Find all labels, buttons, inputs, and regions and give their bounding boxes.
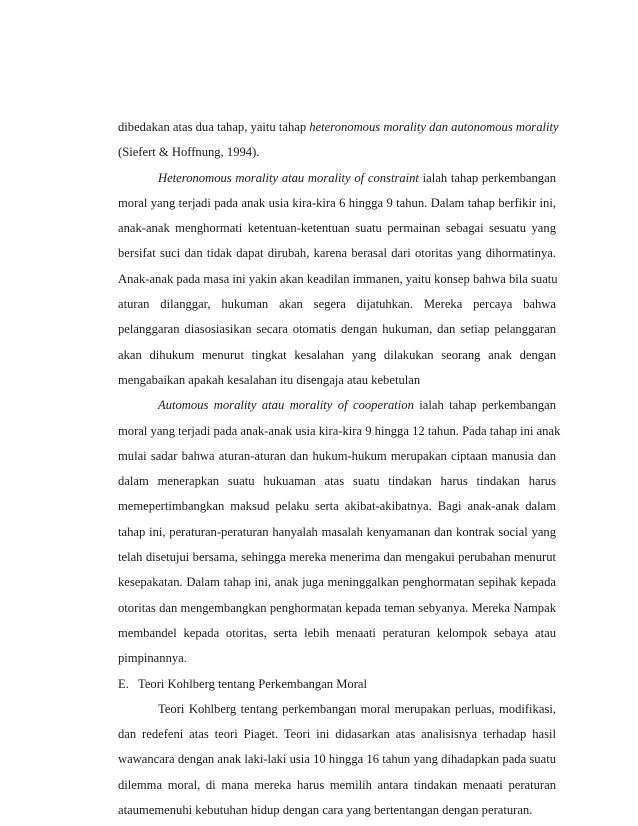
paragraph-3-line-9: otoritas dan mengembangkan penghormatan kepada teman sebyanya. Mereka Nampak (118, 600, 556, 615)
paragraph-2-line-8: akan dihukum menurut tingkat kesalahan yang dilakukan seorang anak dengan (118, 347, 556, 362)
paragraph-3-line-11: pimpinannya. (118, 651, 187, 666)
paragraph-3-line-4: dalam menerapkan suatu hukuaman atas suatu tindakan harus tindakan harus (118, 474, 556, 489)
paragraph-3-line-3: mulai sadar bahwa aturan-aturan dan hukum-hukum merupakan ciptaan manusia dan (118, 448, 556, 463)
section-heading-number: E. (118, 676, 129, 691)
paragraph-2-line-7: pelanggaran diasosiasikan secara otomatis dengan hukuman, dan setiap pelanggaran (118, 322, 556, 337)
paragraph-2-line-6: aturan dilanggar, hukuman akan segera dijatuhkan. Mereka percaya bahwa (118, 297, 556, 312)
paragraph-1-line-1-text: dibedakan atas dua tahap, yaitu tahap (118, 120, 310, 134)
paragraph-3-line-5: memepertimbangkan maksud pelaku serta akibat-akibatnya. Bagi anak-anak dalam (118, 499, 556, 514)
paragraph-3-line-10: membandel kepada otoritas, serta lebih menaati peraturan kelompok sebaya atau (118, 625, 556, 640)
paragraph-1-line-2: (Siefert & Hoffnung, 1994). (118, 145, 260, 160)
section-heading-title: Teori Kohlberg tentang Perkembangan Moral (138, 676, 368, 691)
paragraph-1-line-1 (118, 115, 559, 140)
paragraph-3-italic-term: Automous morality atau morality of cooperation (158, 398, 414, 413)
paragraph-2-italic-term: Heteronomous morality atau morality of constraint (158, 170, 419, 185)
paragraph-3-line-1 (118, 393, 556, 418)
paragraph-3-line-2: moral yang terjadi pada anak-anak usia kira-kira 9 hingga 12 tahun. Pada tahap ini anak (118, 423, 561, 438)
paragraph-2-line-5: Anak-anak pada masa ini yakin akan keadilan immanen, yaitu konsep bahwa bila suatu (118, 271, 558, 286)
paragraph-2-line-1 (118, 166, 556, 191)
paragraph-3-line-8: kesepakatan. Dalam tahap ini, anak juga meninggalkan penghormatan sepihak kepada (118, 575, 556, 590)
paragraph-4-line-5: ataumemenuhi kebutuhan hidup dengan cara yang bertentangan dengan peraturan. (118, 803, 533, 818)
section-heading (118, 672, 556, 697)
paragraph-3-line-7: telah disetujui bersama, sehingga mereka menerima dan mengakui perubahan menurut (118, 550, 556, 565)
paragraph-2-line-1-text: ialah tahap perkembangan (418, 170, 556, 185)
paragraph-4-line-1: Teori Kohlberg tentang perkembangan moral merupakan perluas, modifikasi, (158, 701, 556, 716)
paragraph-4-line-3: wawancara dengan anak laki-laki usia 10 hingga 16 tahun yang dihadapkan pada suatu (118, 752, 556, 767)
paragraph-2-line-9: mengabaikan apakah kesalahan itu disengaja atau kebetulan (118, 372, 421, 387)
paragraph-3-line-6: tahap ini, peraturan-peraturan hanyalah masalah kenyamanan dan kontrak social yang (118, 524, 556, 539)
paragraph-3-line-1-text: ialah tahap perkembangan (413, 398, 557, 413)
paragraph-2-line-4: bersifat suci dan tidak dapat dirubah, karena berasal dari otoritas yang dihormatinya. (118, 246, 556, 261)
paragraph-4-line-4: dilemma moral, di mana mereka harus memilih antara tindakan menaati peraturan (118, 777, 556, 792)
paragraph-4-line-2: dan redefeni atas teori Piaget. Teori ini didasarkan atas analisisnya terhadap hasil (118, 727, 556, 742)
paragraph-2-line-2: moral yang terjadi pada anak usia kira-kira 6 hingga 9 tahun. Dalam tahap berfikir ini, (118, 195, 556, 210)
text-body (118, 115, 561, 823)
paragraph-2-line-3: anak-anak menghormati ketentuan-ketentuan suatu permainan sebagai sesuatu yang (118, 221, 556, 236)
paragraph-1-italic-term: heteronomous morality dan autonomous morality (309, 120, 559, 134)
